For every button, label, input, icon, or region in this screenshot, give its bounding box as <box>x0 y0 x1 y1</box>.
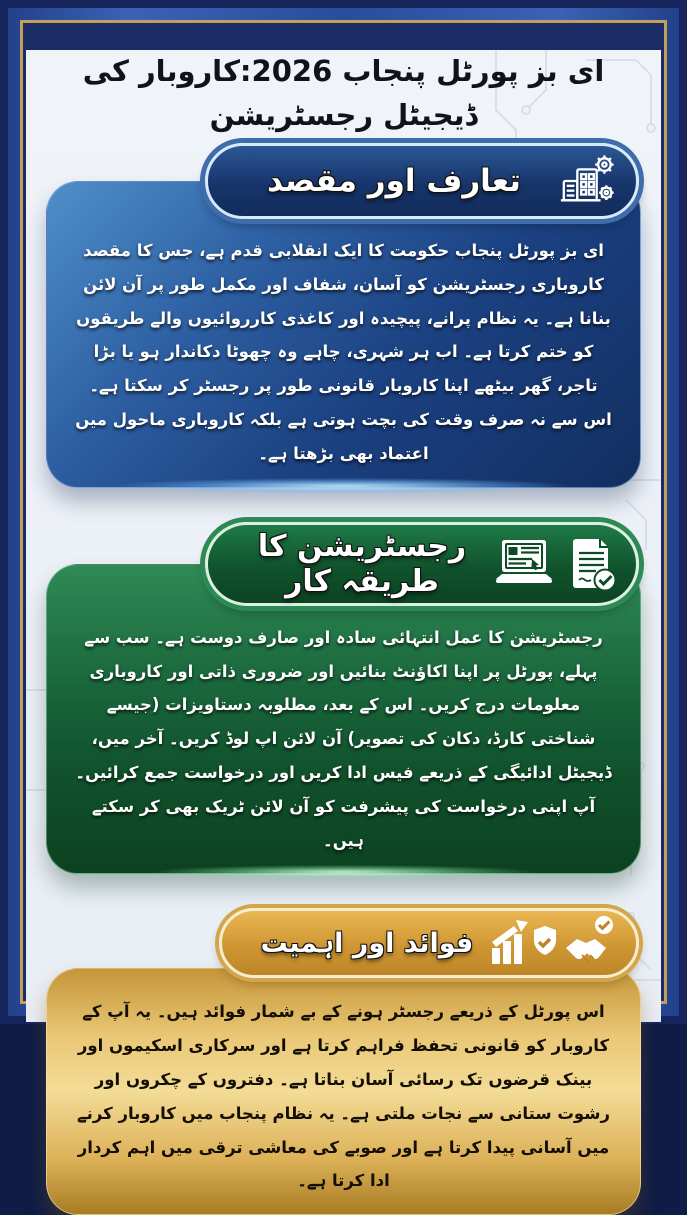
laptop-webpage-icon <box>492 535 556 593</box>
procedure-icons <box>492 535 618 593</box>
benefits-body-text: اس پورٹل کے ذریعے رجسٹر ہونے کے بے شمار فوائد ہیں۔ یہ آپ کے کاروبار کو قانونی تحفظ فراہم کرتا ہے اور سرکاری اسکیموں اور بینک قرضوں تک رسائی آسان بناتا ہے۔ دفتروں کے چکروں اور رشوت ستانی سے نجات ملتی ہے۔ یہ نظام پنجاب میں کاروبار کرنے میں آسانی پیدا کرتا ہے اور صوبے کی معاشی ترقی میں اہم کردار ادا کرتا ہے۔ <box>46 968 641 1215</box>
procedure-heading-label: رجسٹریشن کا طریقہ کار <box>257 528 467 599</box>
intro-heading-pill <box>205 143 639 219</box>
intro-heading-label: تعارف اور مقصد <box>267 163 521 199</box>
royal-blue-frame <box>8 8 679 1191</box>
section-procedure <box>46 522 641 875</box>
page-title: ای بز پورٹل پنجاب 2026:کاروبار کی ڈیجیٹل رجسٹریشن <box>82 54 605 132</box>
benefits-heading-pill <box>219 908 639 978</box>
benefits-heading-label: فوائد اور اہمیت <box>260 927 474 959</box>
handshake-check-icon <box>562 915 618 971</box>
building-gears-icon <box>556 152 618 210</box>
document-check-icon <box>566 535 618 593</box>
growth-chart-shield-icon <box>488 916 552 970</box>
content-area <box>26 50 661 1191</box>
intro-body-text: ای بز پورٹل پنجاب حکومت کا ایک انقلابی قدم ہے، جس کا مقصد کاروباری رجسٹریشن کو آسان، شفاف اور مکمل طور پر آن لائن بنانا ہے۔ یہ نظام پرانے، پیچیدہ اور کاغذی کارروائیوں والے طریقوں کو ختم کرتا ہے۔ اب ہر شہری، چاہے وہ چھوٹا دکاندار ہو یا بڑا تاجر، گھر بیٹھے اپنا کاروبار قانونی طور پر رجسٹر کر سکتا ہے۔ اس سے نہ صرف وقت کی بچت ہوتی ہے بلکہ کاروباری ماحول میں اعتماد بھی بڑھتا ہے۔ <box>46 181 641 488</box>
benefits-icons <box>488 915 618 971</box>
gold-line-frame <box>20 20 667 1191</box>
intro-icons <box>556 152 618 210</box>
procedure-heading-pill <box>205 522 639 606</box>
section-benefits <box>46 908 641 1215</box>
inner-navy-frame <box>23 23 664 1191</box>
section-intro <box>46 143 641 488</box>
procedure-body-text: رجسٹریشن کا عمل انتہائی سادہ اور صارف دوست ہے۔ سب سے پہلے، پورٹل پر اپنا اکاؤنٹ بنائیں اور ضروری ذاتی اور کاروباری معلومات درج کریں۔ اس کے بعد، مطلوبہ دستاویزات (جیسے شناختی کارڈ، دکان کی تصویر) آن لائن اپ لوڈ کریں۔ آخر میں، ڈیجیٹل ادائیگی کے ذریعے فیس ادا کریں اور درخواست جمع کرائیں۔ آپ اپنی درخواست کی پیشرفت کو آن لائن ٹریک بھی کر سکتے ہیں۔ <box>46 564 641 875</box>
